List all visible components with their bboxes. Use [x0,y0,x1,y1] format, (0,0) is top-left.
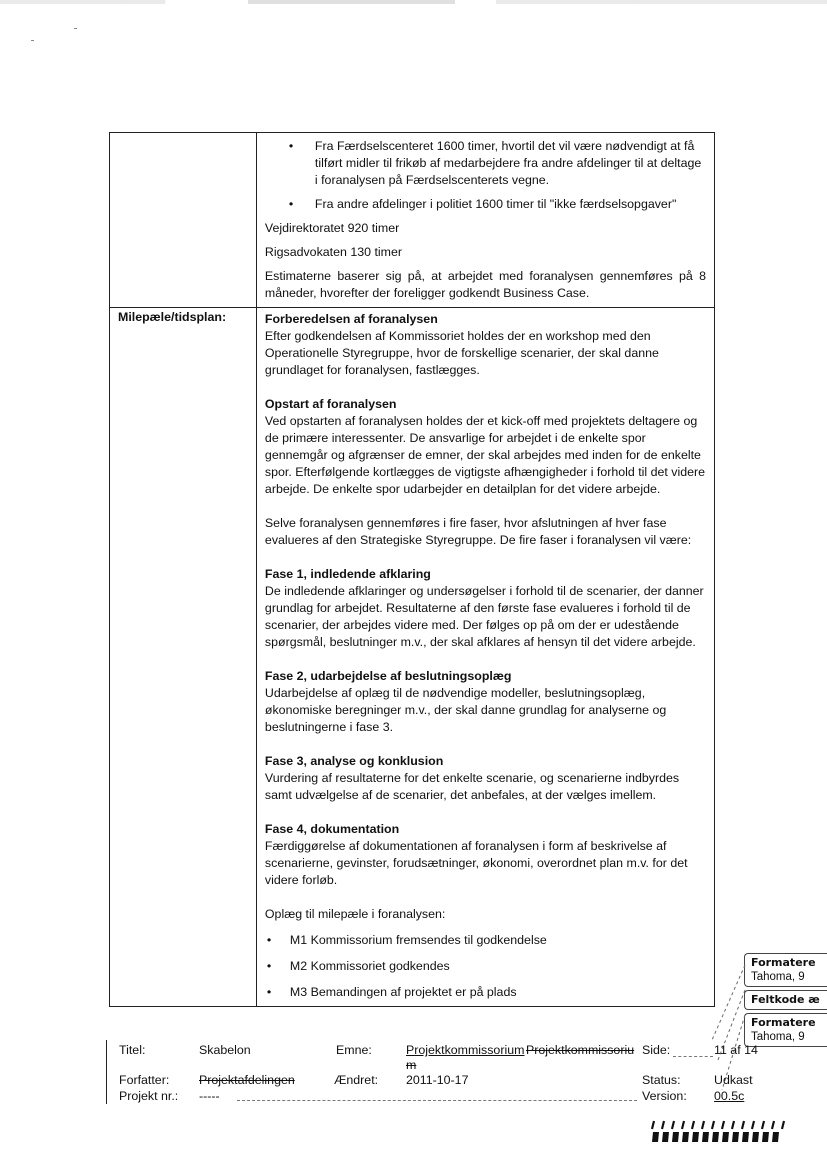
section-heading: Forberedelsen af foranalysen [264,312,438,326]
footer-status-label: Status: [642,1073,681,1087]
milestones-label: Milepæle/tidsplan: [110,308,257,1007]
section-text: Efter godkendelsen af Kommissoriet holdes der en workshop med den Operationelle Styregruppe, hvor de forskellige scenarier, der skal danne grundlaget for foranalysen, fastlægges. [264,329,659,377]
section-phase-4 [265,821,706,889]
section-heading: Fase 2, udarbejdelse af beslutningsoplæg [264,669,512,683]
footer-forfatter-label: Forfatter: [119,1073,170,1087]
section-phases-intro [265,515,706,549]
estimate-text: Estimaterne baserer sig på, at arbejdet med foranalysen gennemføres på 8 måneder, hvorefter der foreligger godkendt Business Case. [264,269,706,300]
section-startup [265,396,706,498]
section-phase-3 [265,753,706,804]
milestones-list [265,932,706,1001]
comment-detail: Tahoma, 9 [751,1031,805,1043]
footer-emne-deleted: Projektkommissoriu [526,1043,635,1057]
comment-title: Feltkode æ [751,993,820,1006]
footer-dotted-line [237,1100,637,1101]
section-heading: Fase 4, dokumentation [264,822,400,836]
footer-forfatter-value: Projektafdelingen [199,1073,295,1087]
section-text: Selve foranalysen gennemføres i fire faser, hvor afslutningen af hver fase evalueres af den Strategiske Styregruppe. De fire faser i foranalysen vil være: [264,516,692,547]
section-heading: Opstart af foranalysen [264,397,397,411]
footer-emne-value: Projektkommissorium [406,1043,525,1057]
comment-title: Formatere [751,1016,816,1029]
scan-speck [74,28,77,29]
section-heading: Fase 1, indledende afklaring [264,567,431,581]
comment-detail: Tahoma, 9 [751,971,805,983]
list-item: • Fra andre afdelinger i politiet 1600 timer til "ikke færdselsopgaver" [265,196,706,213]
comment-title: Formatere [751,956,816,969]
resource-line: Rigsadvokaten 130 timer [264,245,402,259]
footer-side-value: 11 af 14 [714,1043,758,1057]
table-row-resources [110,133,715,308]
footer-projekt-label: Projekt nr.: [119,1089,179,1103]
footer-aendret-label: Ændret: [334,1073,379,1087]
section-preparation [265,311,706,379]
resources-bullet-list [265,138,706,213]
scan-speck [31,40,34,41]
section-phase-2 [265,668,706,736]
document-footer [106,1040,766,1104]
footer-emne-deleted-tail: m [406,1058,417,1072]
table-row-milestones [110,308,715,1007]
section-heading: Fase 3, analyse og konklusion [264,754,444,768]
section-text: Udarbejdelse af oplæg til de nødvendige modeller, beslutningsoplæg, økonomiske beregninger m.v., der skal danne grundlag for analyserne og beslutningerne i fase 3. [264,686,667,734]
resources-cell [256,133,714,308]
list-item: • M3 Bemandingen af projektet er på plads [265,984,706,1001]
footer-titel-label: Titel: [119,1043,146,1057]
footer-titel-value: Skabelon [199,1043,251,1057]
footer-dotted-line [673,1056,713,1057]
section-text: De indledende afklaringer og undersøgelser i forhold til de scenarier, der danner grundlag for arbejdet. Resultaterne af den første fase evalueres i forhold til de scenarier, der arbejdes videre med. Der følges op på om der er udestående spørgsmål, beslutninger m.v., der skal afklares af hensyn til det videre arbejde. [264,584,704,649]
footer-aendret-value: 2011-10-17 [406,1073,469,1087]
footer-version-label: Version: [642,1089,687,1103]
list-item: • Fra Færdselscenteret 1600 timer, hvortil det vil være nødvendigt at få tilført midler til frikøb af medarbejdere fra andre afdelinger til at deltage i foranalysen på Færdselscenterets vegne. [265,138,706,189]
section-text: Vurdering af resultaterne for det enkelte scenarie, og scenarierne indbyrdes samt udvælgelse af de scenarier, det anbefales, at der vælges imellem. [264,771,680,802]
footer-projekt-value: ----- [199,1089,220,1103]
footer-status-value: Udkast [714,1073,753,1087]
milestones-cell [256,308,714,1007]
footer-side-label: Side: [642,1043,671,1057]
commission-table [109,132,715,1007]
footer-emne-label: Emne: [336,1043,372,1057]
list-item: • M2 Kommissoriet godkendes [265,958,706,975]
barcode-stamp [651,1119,786,1143]
footer-version-value: 00.5c [714,1089,745,1103]
label-cell-empty [110,133,257,308]
section-text: Færdiggørelse af dokumentationen af foranalysen i form af beskrivelse af scenarierne, gevinster, forudsætninger, økonomi, overordnet plan m.v. for det videre forløb. [264,839,688,887]
list-item: • M1 Kommissorium fremsendes til godkendelse [265,932,706,949]
section-phase-1 [265,566,706,651]
resource-line: Vejdirektoratet 920 timer [264,221,400,235]
section-text: Ved opstarten af foranalysen holdes der et kick-off med projektets deltagere og de primære interessenter. De ansvarlige for arbejdet i de enkelte spor gennemgår og afgrænser de emner, der skal arbejdes med inden for de enkelte spor. Efterfølgende kortlægges de vigtigste afhængigheder i forhold til det videre arbejde. De enkelte spor udarbejder en detailplan for det videre arbejde. [264,414,706,496]
scan-artifact [0,0,827,4]
milestones-intro: Oplæg til milepæle i foranalysen: [264,907,446,921]
